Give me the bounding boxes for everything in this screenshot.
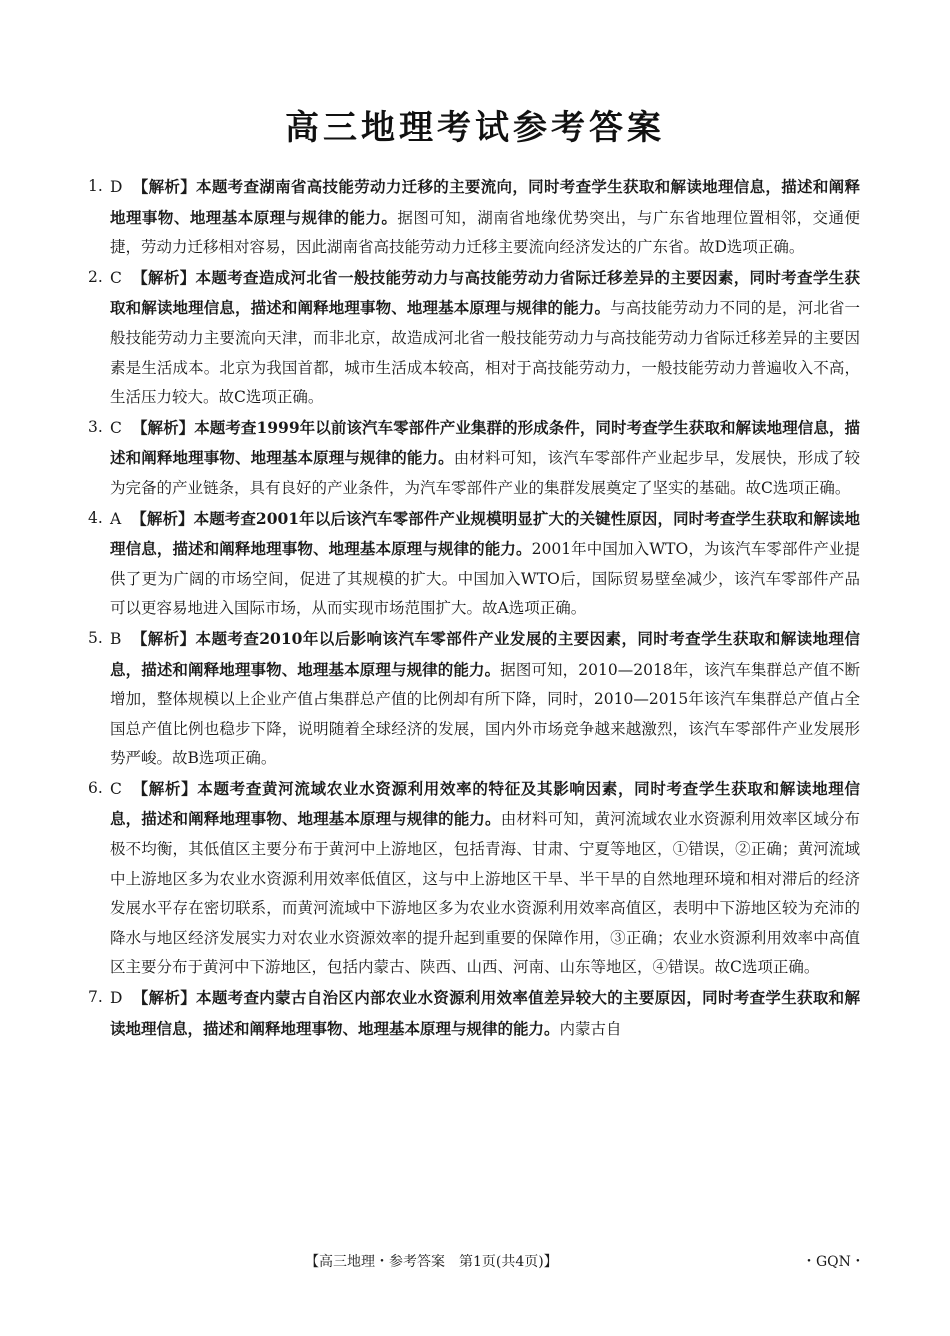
analysis-focus: 本题考查2001年以后该汽车零部件产业规模明显扩大的关键性原因，同时考查学生获取和解读地理信息，描述和阐释地理事物、地理基本原理与规律的能力。 [110,508,860,559]
answer-item-3 [88,413,860,504]
answer-choice: A [110,509,122,528]
analysis-label: 【解析】 [131,417,195,437]
answer-item-7 [88,983,860,1044]
analysis-focus: 本题考查1999年以前该汽车零部件产业集群的形成条件，同时考查学生获取和解读地理信息，描述和阐释地理事物、地理基本原理与规律的能力。 [110,417,860,468]
answer-item-6 [88,774,860,983]
answer-item-2 [88,263,860,413]
answer-choice: B [110,629,122,648]
footer-page-info: 【高三地理・参考答案 第1页(共4页)】 [305,1254,558,1270]
answer-item-4 [88,504,860,624]
answer-choice: D [110,178,123,196]
answer-list [88,172,860,1044]
analysis-focus: 本题考查2010年以后影响该汽车零部件产业发展的主要因素，同时考查学生获取和解读地理信息，描述和阐释地理事物、地理基本原理与规律的能力。 [110,628,860,679]
analysis-explanation: 由材料可知，该汽车零部件产业起步早，发展快，形成了较为完备的产业链条，具有良好的产业条件，为汽车零部件产业的集群发展奠定了坚实的基础。故C选项正确。 [110,449,860,497]
answer-choice: D [110,989,123,1008]
question-number: 4. [88,508,103,527]
analysis-focus: 本题考查内蒙古自治区内部农业水资源利用效率值差异较大的主要原因，同时考查学生获取和解读地理信息，描述和阐释地理事物、地理基本原理与规律的能力。 [110,988,860,1038]
question-number: 6. [88,778,103,797]
analysis-focus: 本题考查造成河北省一般技能劳动力与高技能劳动力省际迁移差异的主要因素，同时考查学生获取和解读地理信息，描述和阐释地理事物、地理基本原理与规律的能力。 [110,267,860,318]
question-number: 5. [88,628,103,647]
answer-item-1 [88,172,860,263]
analysis-explanation: 由材料可知，黄河流域农业水资源利用效率区域分布极不均衡，其低值区主要分布于黄河中上游地区，包括青海、甘肃、宁夏等地区，①错误，②正确；黄河流域中上游地区多为农业水资源利用效率低值区，这与中上游地区干旱、半干旱的自然地理环境和相对滞后的经济发展水平存在密切联系，而黄河流域中下游地区多为农业水资源利用效率高值区，表明中下游地区较为充沛的降水与地区经济发展实力对农业水资源效率的提升起到重要的保障作用，③正确；农业水资源利用效率中高值区主要分布于黄河中下游地区，包括内蒙古、陕西、山西、河南、山东等地区，④错误。故C选项正确。 [110,810,860,977]
analysis-explanation: 内蒙古自 [559,1019,622,1038]
analysis-focus: 本题考查黄河流域农业水资源利用效率的特征及其影响因素，同时考查学生获取和解读地理信息，描述和阐释地理事物、地理基本原理与规律的能力。 [110,778,860,829]
analysis-label: 【解析】 [132,988,197,1008]
question-number: 1. [88,177,103,195]
question-number: 2. [88,267,103,286]
analysis-explanation: 2001年中国加入WTO，为该汽车零部件产业提供了更为广阔的市场空间，促进了其规模的扩大。中国加入WTO后，国际贸易壁垒减少，该汽车零部件产品可以更容易地进入国际市场，从而实现市场范围扩大。故A选项正确。 [110,540,860,618]
analysis-label: 【解析】 [131,628,196,648]
analysis-focus: 本题考查湖南省高技能劳动力迁移的主要流向，同时考查学生获取和解读地理信息，描述和阐释地理事物、地理基本原理与规律的能力。 [110,177,860,227]
footer-code: ・GQN・ [802,1254,865,1270]
analysis-explanation: 与高技能劳动力不同的是，河北省一般技能劳动力主要流向天津，而非北京，故造成河北省一般技能劳动力与高技能劳动力省际迁移差异的主要因素是生活成本。北京为我国首都，城市生活成本较高，相对于高技能劳动力，一般技能劳动力普遍收入不高，生活压力较大。故C选项正确。 [110,299,860,407]
analysis-explanation: 据图可知，2010—2018年，该汽车集群总产值不断增加，整体规模以上企业产值占集群总产值的比例却有所下降，同时，2010—2015年该汽车集群总产值占全国总产值比例也稳步下降，说明随着全球经济的发展，国内外市场竞争越来越激烈，该汽车零部件产业发展形势严峻。故B选项正确。 [110,660,860,768]
analysis-label: 【解析】 [132,177,197,196]
analysis-label: 【解析】 [131,778,198,798]
answer-choice: C [110,779,122,798]
page-title: 高三地理考试参考答案 [285,108,665,148]
answer-item-5 [88,624,860,774]
analysis-label: 【解析】 [131,267,196,287]
question-number: 3. [88,417,103,436]
analysis-label: 【解析】 [131,508,194,528]
answer-choice: C [110,418,122,437]
analysis-explanation: 据图可知，湖南省地缘优势突出，与广东省地理位置相邻，交通便捷，劳动力迁移相对容易，因此湖南省高技能劳动力迁移主要流向经济发达的广东省。故D选项正确。 [110,208,860,257]
page-footer [0,1251,950,1275]
answer-choice: C [110,268,122,287]
question-number: 7. [88,988,103,1007]
